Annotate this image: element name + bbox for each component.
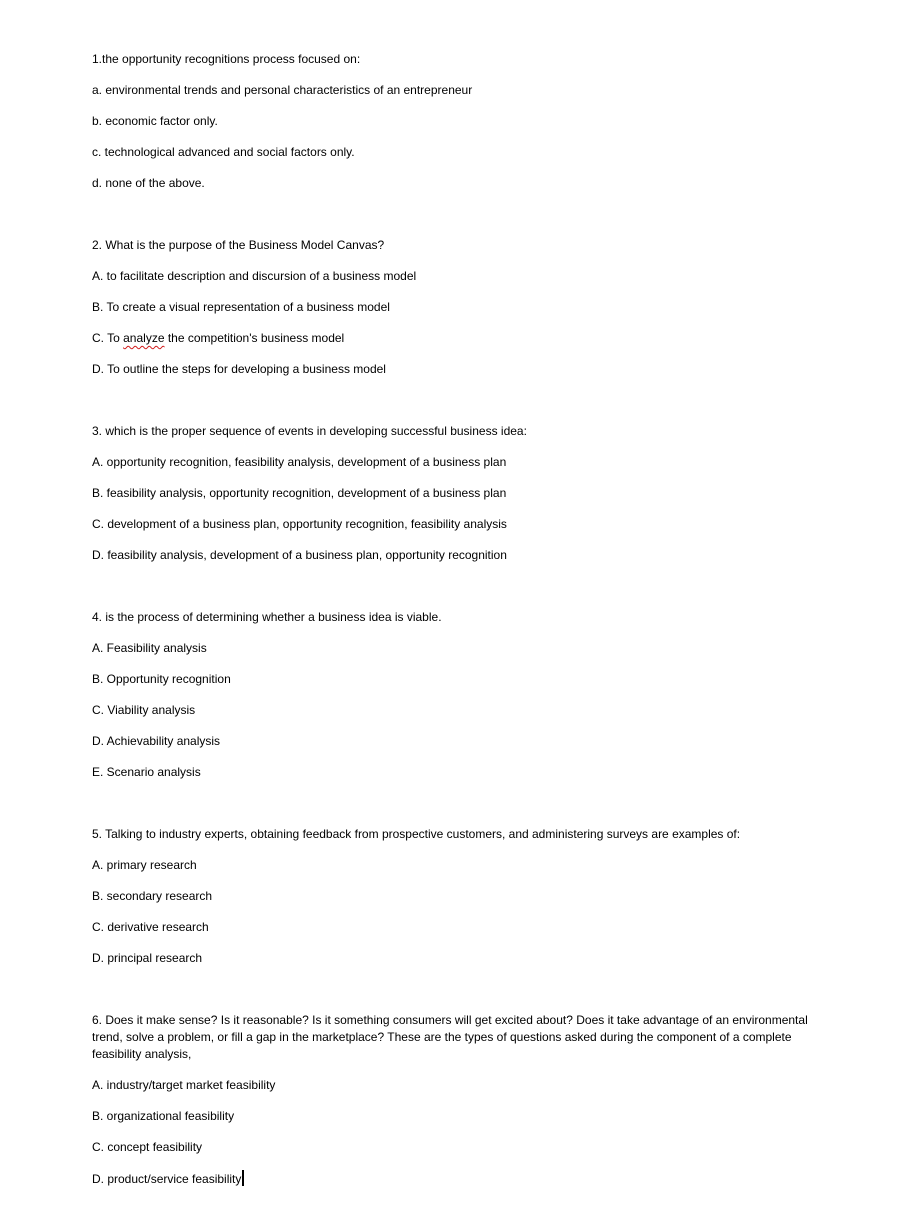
question-2-option-c — [92, 330, 832, 347]
question-6-stem-line-1: 6. Does it make sense? Is it reasonable? Is it something consumers will get excited about? Does it take advantage of an environmental — [92, 1013, 808, 1027]
question-6-option-b: B. organizational feasibility — [92, 1109, 235, 1123]
question-3-option-c: C. development of a business plan, opportunity recognition, feasibility analysis — [92, 517, 507, 531]
question-5-option-c: C. derivative research — [92, 920, 209, 934]
question-4-option-e: E. Scenario analysis — [92, 765, 201, 779]
question-1 — [92, 51, 832, 192]
document-body[interactable] — [92, 51, 832, 1188]
question-5-stem: 5. Talking to industry experts, obtaining feedback from prospective customers, and administering surveys are examples of: — [92, 827, 741, 841]
question-2 — [92, 237, 832, 378]
question-2-option-b: B. To create a visual representation of a business model — [92, 300, 390, 314]
question-2-stem: 2. What is the purpose of the Business Model Canvas? — [92, 238, 385, 252]
question-1-option-d: d. none of the above. — [92, 176, 205, 190]
question-4-stem: 4. is the process of determining whether a business idea is viable. — [92, 610, 442, 624]
question-4-option-c: C. Viability analysis — [92, 703, 196, 717]
question-2-option-d: D. To outline the steps for developing a business model — [92, 362, 386, 376]
question-4-option-d: D. Achievability analysis — [92, 734, 221, 748]
question-2-option-a: A. to facilitate description and discursion of a business model — [92, 269, 417, 283]
question-5-option-d: D. principal research — [92, 951, 203, 965]
question-1-option-b: b. economic factor only. — [92, 114, 218, 128]
question-5 — [92, 826, 832, 967]
question-5-option-a: A. primary research — [92, 858, 197, 872]
question-6 — [92, 1012, 832, 1188]
question-2-option-c-prefix: C. To — [92, 331, 124, 345]
question-6-option-c: C. concept feasibility — [92, 1140, 203, 1154]
spelling-error-underline[interactable]: analyze — [123, 331, 165, 345]
text-cursor[interactable] — [242, 1170, 244, 1186]
question-1-option-a: a. environmental trends and personal characteristics of an entrepreneur — [92, 83, 473, 97]
question-6-option-d — [92, 1170, 832, 1188]
question-2-option-c-suffix: the competition's business model — [164, 331, 345, 345]
question-6-option-d-text: D. product/service feasibility — [92, 1172, 242, 1186]
question-3-option-d: D. feasibility analysis, development of a business plan, opportunity recognition — [92, 548, 507, 562]
question-1-option-c: c. technological advanced and social factors only. — [92, 145, 355, 159]
question-3 — [92, 423, 832, 564]
question-4-option-a: A. Feasibility analysis — [92, 641, 207, 655]
question-6-stem-line-2: trend, solve a problem, or fill a gap in the marketplace? These are the types of questions asked during the component of a complete — [92, 1030, 792, 1044]
question-3-option-a: A. opportunity recognition, feasibility analysis, development of a business plan — [92, 455, 507, 469]
question-3-stem: 3. which is the proper sequence of events in developing successful business idea: — [92, 424, 527, 438]
question-3-option-b: B. feasibility analysis, opportunity recognition, development of a business plan — [92, 486, 507, 500]
question-4 — [92, 609, 832, 781]
question-6-stem-line-3: feasibility analysis, — [92, 1047, 192, 1061]
question-1-stem: 1.the opportunity recognitions process focused on: — [92, 52, 361, 66]
question-6-option-a: A. industry/target market feasibility — [92, 1078, 276, 1092]
question-4-option-b: B. Opportunity recognition — [92, 672, 231, 686]
question-5-option-b: B. secondary research — [92, 889, 213, 903]
